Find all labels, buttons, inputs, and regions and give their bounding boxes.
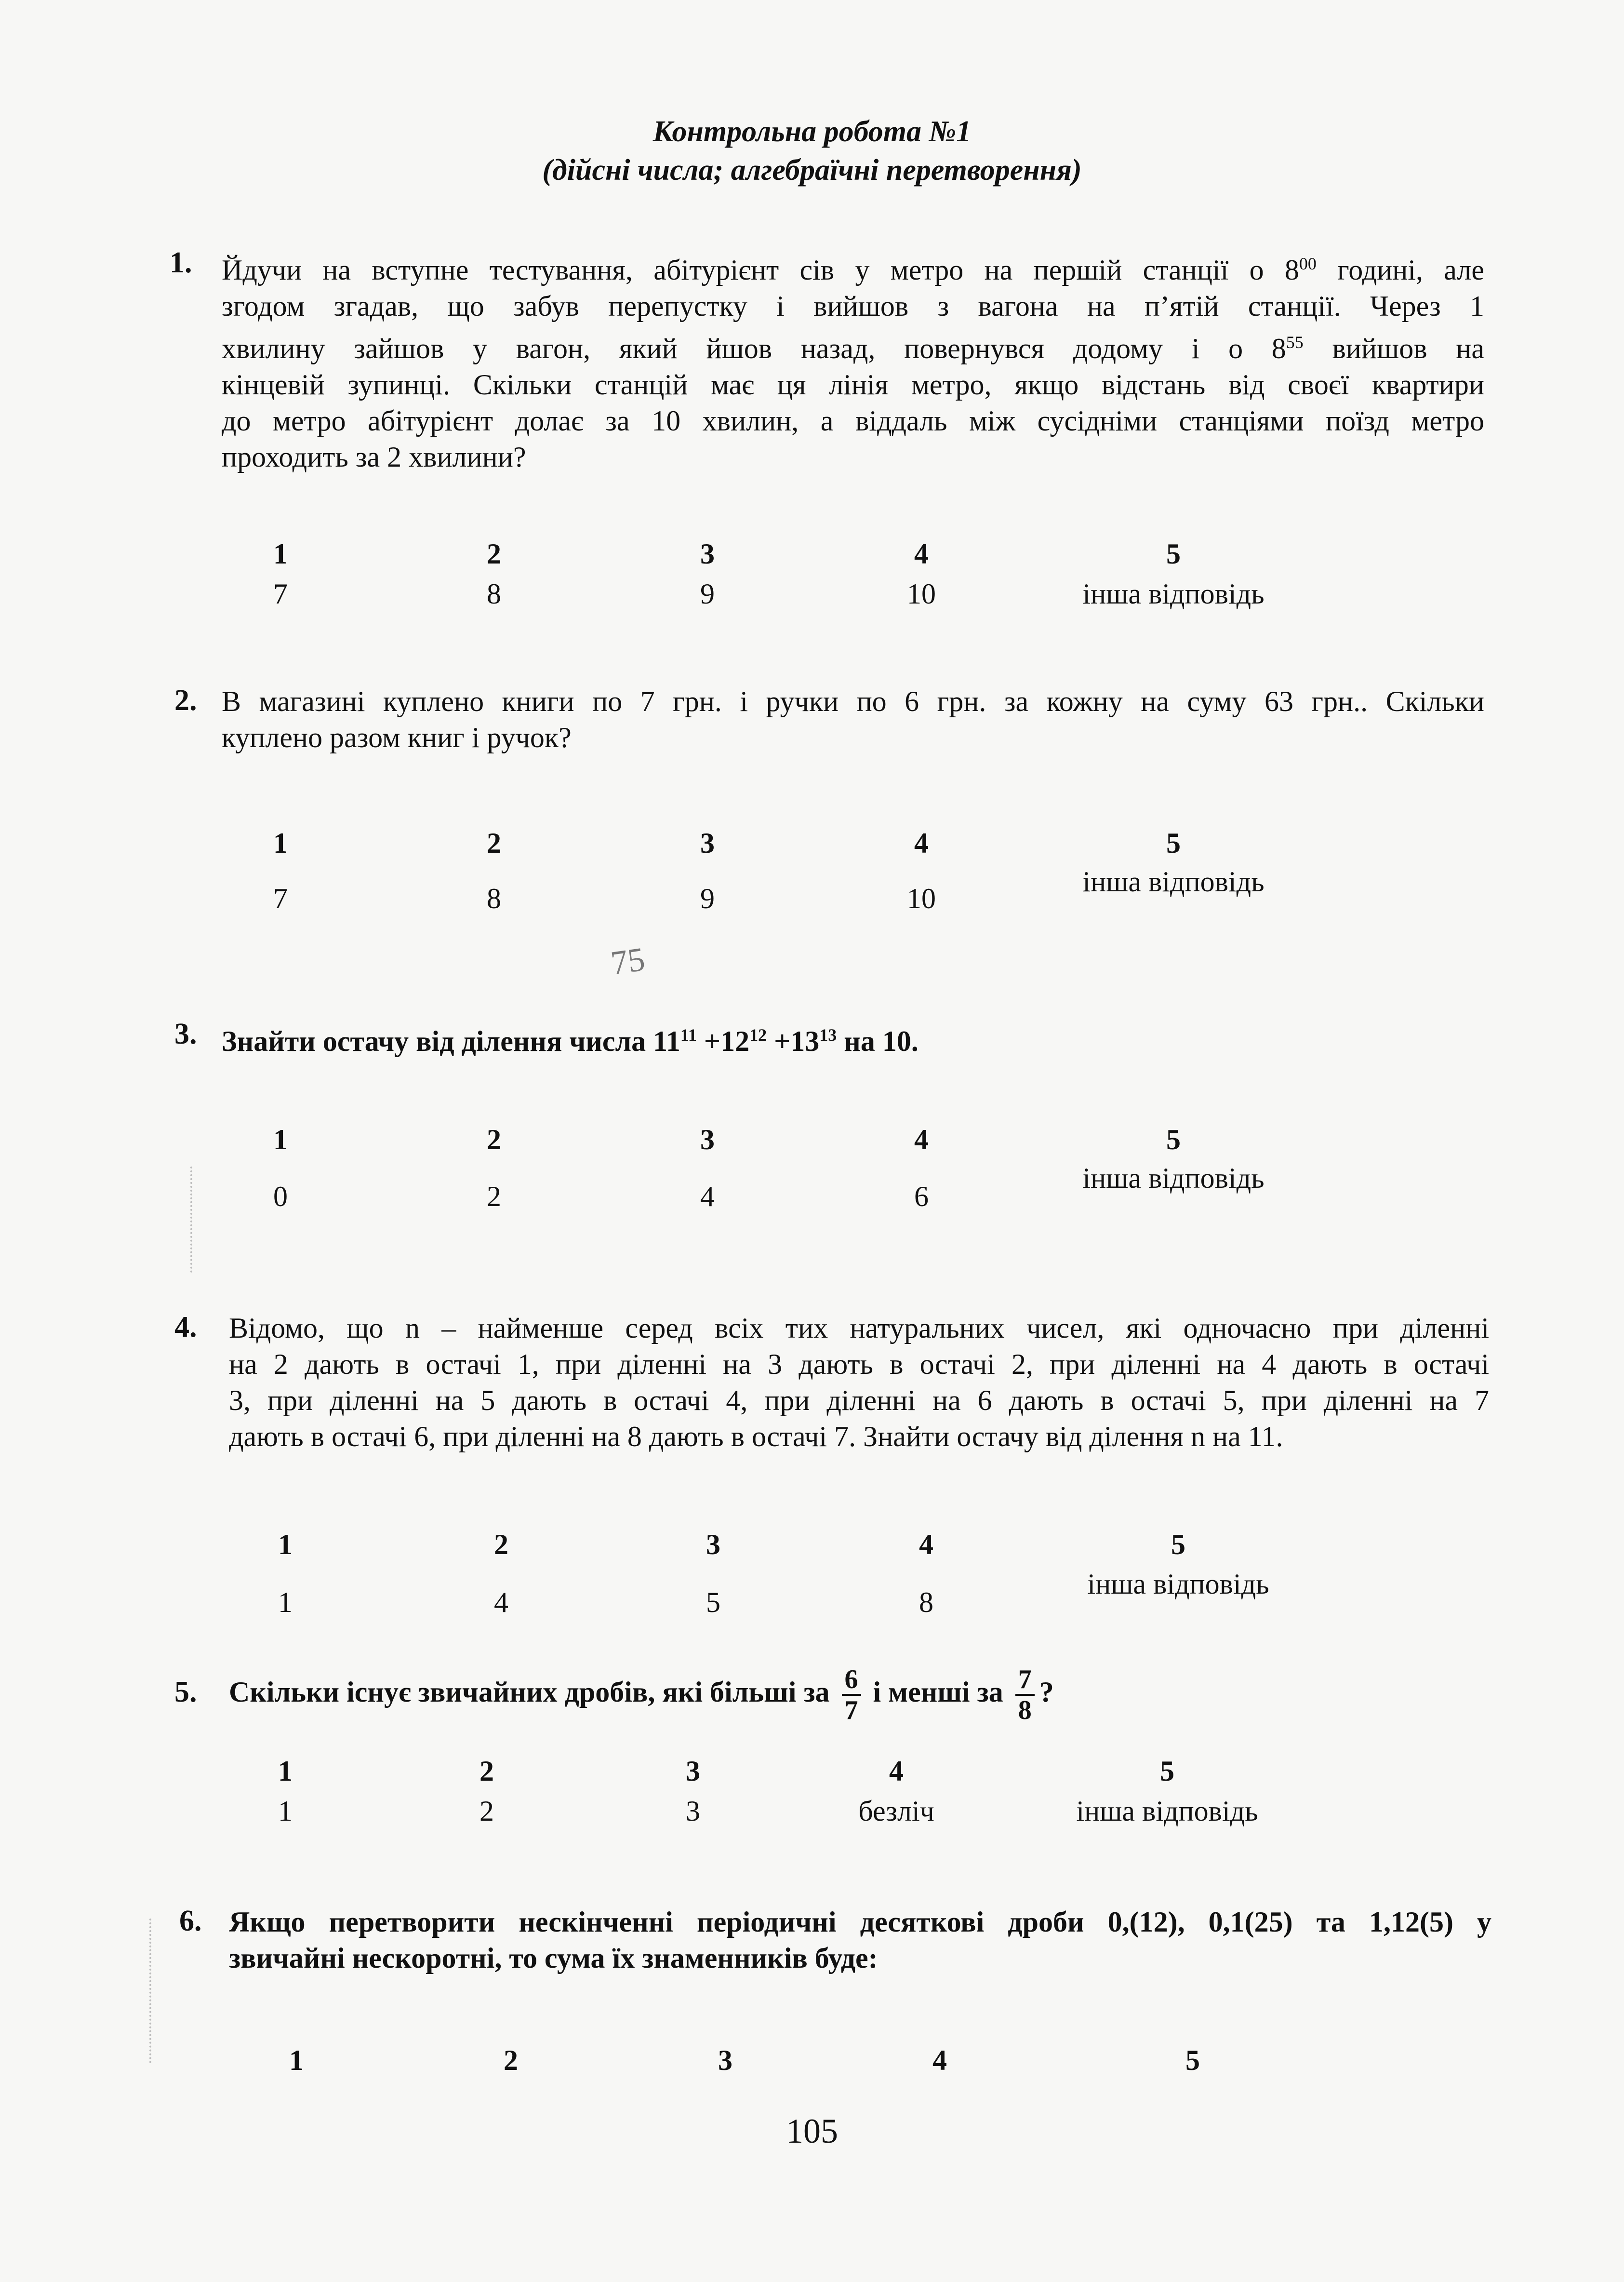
- question-text: [222, 246, 1484, 475]
- option-number: 5: [1166, 538, 1181, 570]
- option-value: 3: [686, 1795, 700, 1827]
- question-text: [229, 1904, 1491, 1976]
- question-line: хвилину зайшов у вагон, який йшов назад, повернувся додому і о $8^{55}$ вийшов на: [222, 333, 1484, 364]
- question-text: Скільки існує звичайних дробів, які більші за $\frac{6}{7}$ і менші за $\frac{7}{8}$ ?: [229, 1665, 1054, 1726]
- option-value: 1: [278, 1795, 293, 1827]
- option-value: 2: [479, 1795, 494, 1827]
- option-number: 2: [504, 2044, 518, 2076]
- question-line: кінцевій зупинці. Скільки станцій має ця лінія метро, якщо відстань від своєї квартири: [222, 369, 1484, 401]
- option-number: 5: [1185, 2044, 1200, 2076]
- option-value: 6: [914, 1181, 929, 1212]
- option-number: 5: [1166, 827, 1181, 859]
- option-number: 5: [1160, 1755, 1174, 1787]
- option-number: 3: [718, 2044, 732, 2076]
- question-line: дають в остачі 6, при діленні на 8 дають в остачі 7. Знайти остачу від ділення n на 11.: [229, 1421, 1283, 1452]
- option-number: 4: [919, 1529, 933, 1560]
- question-number: 3.: [174, 1018, 197, 1050]
- fraction: $\frac{6}{7}$: [842, 1665, 861, 1725]
- option-value: 8: [487, 578, 501, 610]
- question-number: 4.: [174, 1311, 197, 1343]
- option-number: 5: [1166, 1124, 1181, 1155]
- option-number: 1: [273, 538, 288, 570]
- option-value: інша відповідь: [1087, 1568, 1269, 1600]
- option-number: 4: [914, 827, 929, 859]
- option-number: 3: [700, 538, 715, 570]
- option-number: 4: [914, 538, 929, 570]
- option-value: безліч: [858, 1795, 934, 1827]
- option-value: інша відповідь: [1082, 578, 1265, 610]
- scan-artifact: [149, 1919, 154, 2063]
- option-number: 5: [1171, 1529, 1185, 1560]
- option-value: 8: [919, 1586, 933, 1618]
- option-value: 10: [907, 883, 936, 914]
- question-line: куплено разом книг і ручок?: [222, 722, 572, 753]
- question-text: Знайти остачу від ділення числа $11^{11} +12^{12} +13^{13}$ на 10.: [222, 1025, 918, 1057]
- page-subtitle: (дійсні числа; алгебраїчні перетворення): [542, 154, 1082, 187]
- option-value: 4: [700, 1181, 715, 1212]
- question-number: 6.: [179, 1905, 202, 1937]
- option-number: 1: [273, 1124, 288, 1155]
- question-line: Якщо перетворити нескінченні періодичні десяткові дроби 0,(12), 0,1(25) та 1,12(5) у: [229, 1906, 1491, 1938]
- option-value: 1: [278, 1586, 293, 1618]
- option-number: 3: [686, 1755, 700, 1787]
- question-line: на 2 дають в остачі 1, при діленні на 3 дають в остачі 2, при діленні на 4 дають в остачі: [229, 1348, 1489, 1380]
- question-text: [222, 684, 1484, 756]
- option-value: 9: [700, 578, 715, 610]
- option-number: 4: [914, 1124, 929, 1155]
- option-number: 3: [700, 1124, 715, 1155]
- option-value: 7: [273, 578, 288, 610]
- option-value: 7: [273, 883, 288, 914]
- handwritten-mark: 75: [608, 940, 647, 982]
- question-line: звичайні нескоротні, то сума їх знаменників буде:: [229, 1942, 878, 1974]
- question-number: 1.: [170, 246, 192, 279]
- option-number: 2: [494, 1529, 508, 1560]
- option-value: 2: [487, 1181, 501, 1212]
- option-value: 9: [700, 883, 715, 914]
- option-value: 5: [706, 1586, 720, 1618]
- option-number: 2: [487, 1124, 501, 1155]
- question-number: 2.: [174, 684, 197, 717]
- option-number: 1: [278, 1755, 293, 1787]
- fraction: $\frac{7}{8}$: [1015, 1665, 1035, 1725]
- question-text: [229, 1310, 1489, 1455]
- option-value: інша відповідь: [1082, 866, 1265, 898]
- option-number: 2: [479, 1755, 494, 1787]
- question-number: 5.: [174, 1676, 197, 1708]
- question-line: Відомо, що n – найменше серед всіх тих натуральних чисел, які одночасно при діленні: [229, 1312, 1489, 1344]
- option-number: 3: [700, 827, 715, 859]
- option-number: 4: [932, 2044, 947, 2076]
- option-value: 10: [907, 578, 936, 610]
- question-line: до метро абітурієнт долає за 10 хвилин, а віддаль між сусідніми станціями поїзд метро: [222, 405, 1484, 437]
- option-value: 8: [487, 883, 501, 914]
- page-title: Контрольна робота №1: [652, 115, 972, 148]
- question-line: В магазині куплено книги по 7 грн. і ручки по 6 грн. за кожну на суму 63 грн.. Скільки: [222, 685, 1484, 717]
- option-number: 1: [273, 827, 288, 859]
- option-number: 1: [289, 2044, 304, 2076]
- option-value: інша відповідь: [1082, 1162, 1265, 1194]
- option-number: 1: [278, 1529, 293, 1560]
- option-value: 4: [494, 1586, 508, 1618]
- option-number: 4: [889, 1755, 904, 1787]
- question-line: проходить за 2 хвилини?: [222, 441, 526, 473]
- option-value: 0: [273, 1181, 288, 1212]
- option-number: 3: [706, 1529, 720, 1560]
- option-value: інша відповідь: [1076, 1795, 1258, 1827]
- option-number: 2: [487, 827, 501, 859]
- question-line: Йдучи на вступне тестування, абітурієнт сів у метро на першій станції о $8^{00}$ годині, але: [222, 254, 1484, 286]
- option-number: 2: [487, 538, 501, 570]
- question-line: 3, при діленні на 5 дають в остачі 4, при діленні на 6 дають в остачі 5, при діленні на 7: [229, 1384, 1489, 1416]
- page-number: 105: [786, 2112, 838, 2150]
- question-line: згодом згадав, що забув перепустку і вийшов з вагона на п’ятій станції. Через 1: [222, 290, 1484, 322]
